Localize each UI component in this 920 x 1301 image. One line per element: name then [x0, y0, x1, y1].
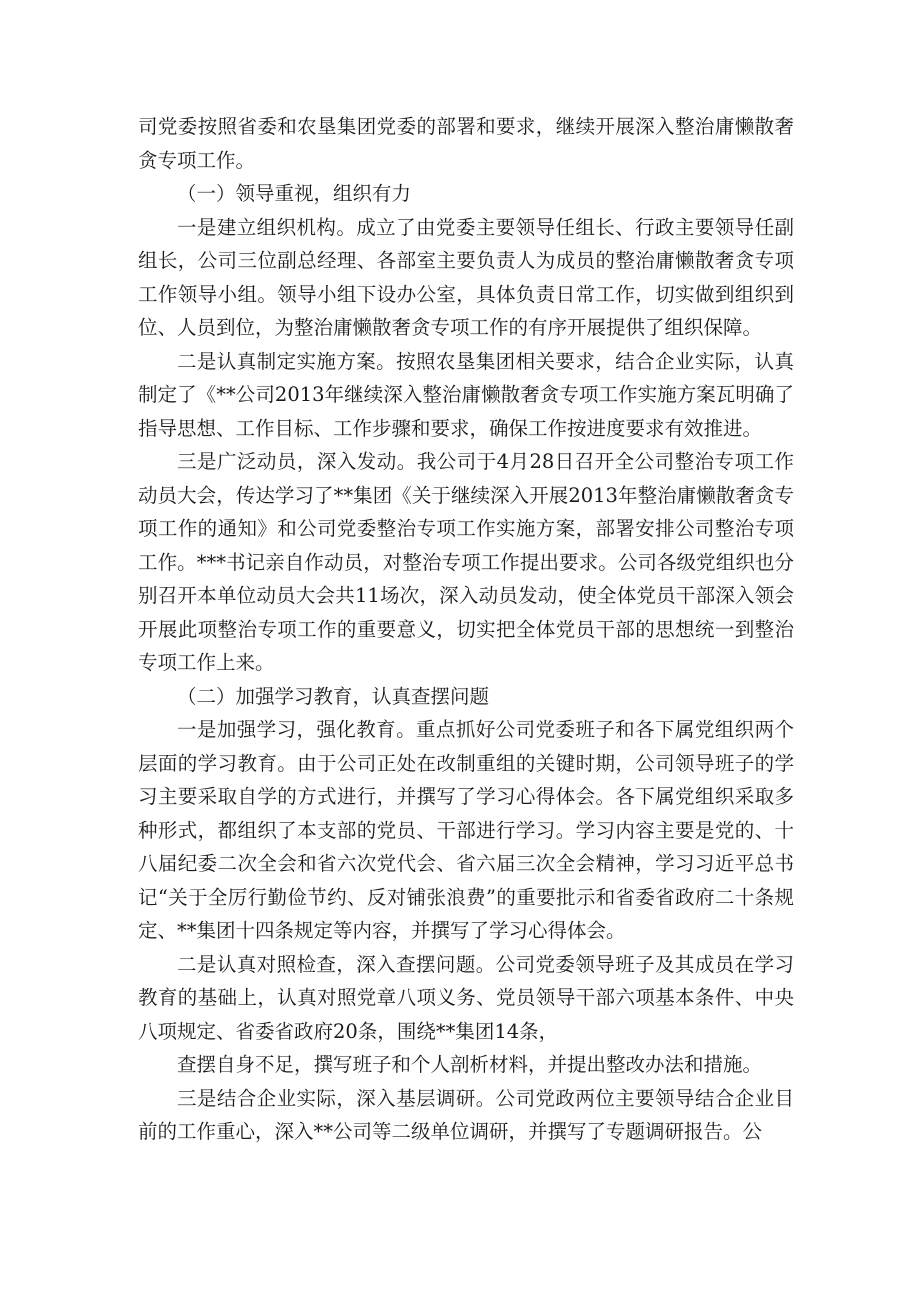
paragraph-plan: 二是认真制定实施方案。按照农垦集团相关要求，结合企业实际，认真制定了《**公司2013年继续深入整治庸懒散奢贪专项工作实施方案瓦明确了指导思想、工作目标、工作步骤和要求，确保工作按进度要求有效推进。	[138, 349, 794, 440]
paragraph-intro: 司党委按照省委和农垦集团党委的部署和要求，继续开展深入整治庸懒散奢贪专项工作。	[138, 115, 794, 172]
paragraph-research: 三是结合企业实际，深入基层调研。公司党政两位主要领导结合企业目前的工作重心，深入**公司等二级单位调研，并撰写了专题调研报告。公	[138, 1086, 794, 1143]
paragraph-shortcomings: 查摆自身不足，撰写班子和个人剖析材料，并提出整改办法和措施。	[177, 1053, 763, 1076]
document-body	[138, 110, 794, 1149]
section-heading-2: （二）加强学习教育，认真查摆问题	[177, 684, 490, 708]
paragraph-inspection: 二是认真对照检查，深入查摆问题。公司党委领导班子及其成员在学习教育的基础上，认真对照党章八项义务、党员领导干部六项基本条件、中央八项规定、省委省政府20条，围绕**集团14条，	[138, 952, 794, 1043]
paragraph-mobilization: 三是广泛动员，深入发动。我公司于4月28日召开全公司整治专项工作动员大会，传达学习了**集团《关于继续深入开展2013年整治庸懒散奢贪专项工作的通知》和公司党委整治专项工作实施方案，部署安排公司整治专项工作。***书记亲自作动员，对整治专项工作提出要求。公司各级党组织也分别召开本单位动员大会共11场次，深入动员发动，使全体党员干部深入领会开展此项整治专项工作的重要意义，切实把全体党员干部的思想统一到整治专项工作上来。	[138, 450, 794, 674]
paragraph-study: 一是加强学习，强化教育。重点抓好公司党委班子和各下属党组织两个层面的学习教育。由于公司正处在改制重组的关键时期，公司领导班子的学习主要采取自学的方式进行，并撰写了学习心得体会。各下属党组织采取多种形式，都组织了本支部的党员、干部进行学习。学习内容主要是党的、十八届纪委二次全会和省六次党代会、省六届三次全会精神，学习习近平总书记“关于全厉行勤俭节约、反对铺张浪费”的重要批示和省委省政府二十条规定、**集团十四条规定等内容，并撰写了学习心得体会。	[138, 718, 794, 942]
section-heading-1: （一）领导重视，组织有力	[177, 182, 412, 205]
paragraph-organization: 一是建立组织机构。成立了由党委主要领导任组长、行政主要领导任副组长，公司三位副总经理、各部室主要负责人为成员的整治庸懒散奢贪专项工作领导小组。领导小组下设办公室，具体负责日常工作，切实做到组织到位、人员到位，为整治庸懒散奢贪专项工作的有序开展提供了组织保障。	[138, 215, 794, 339]
